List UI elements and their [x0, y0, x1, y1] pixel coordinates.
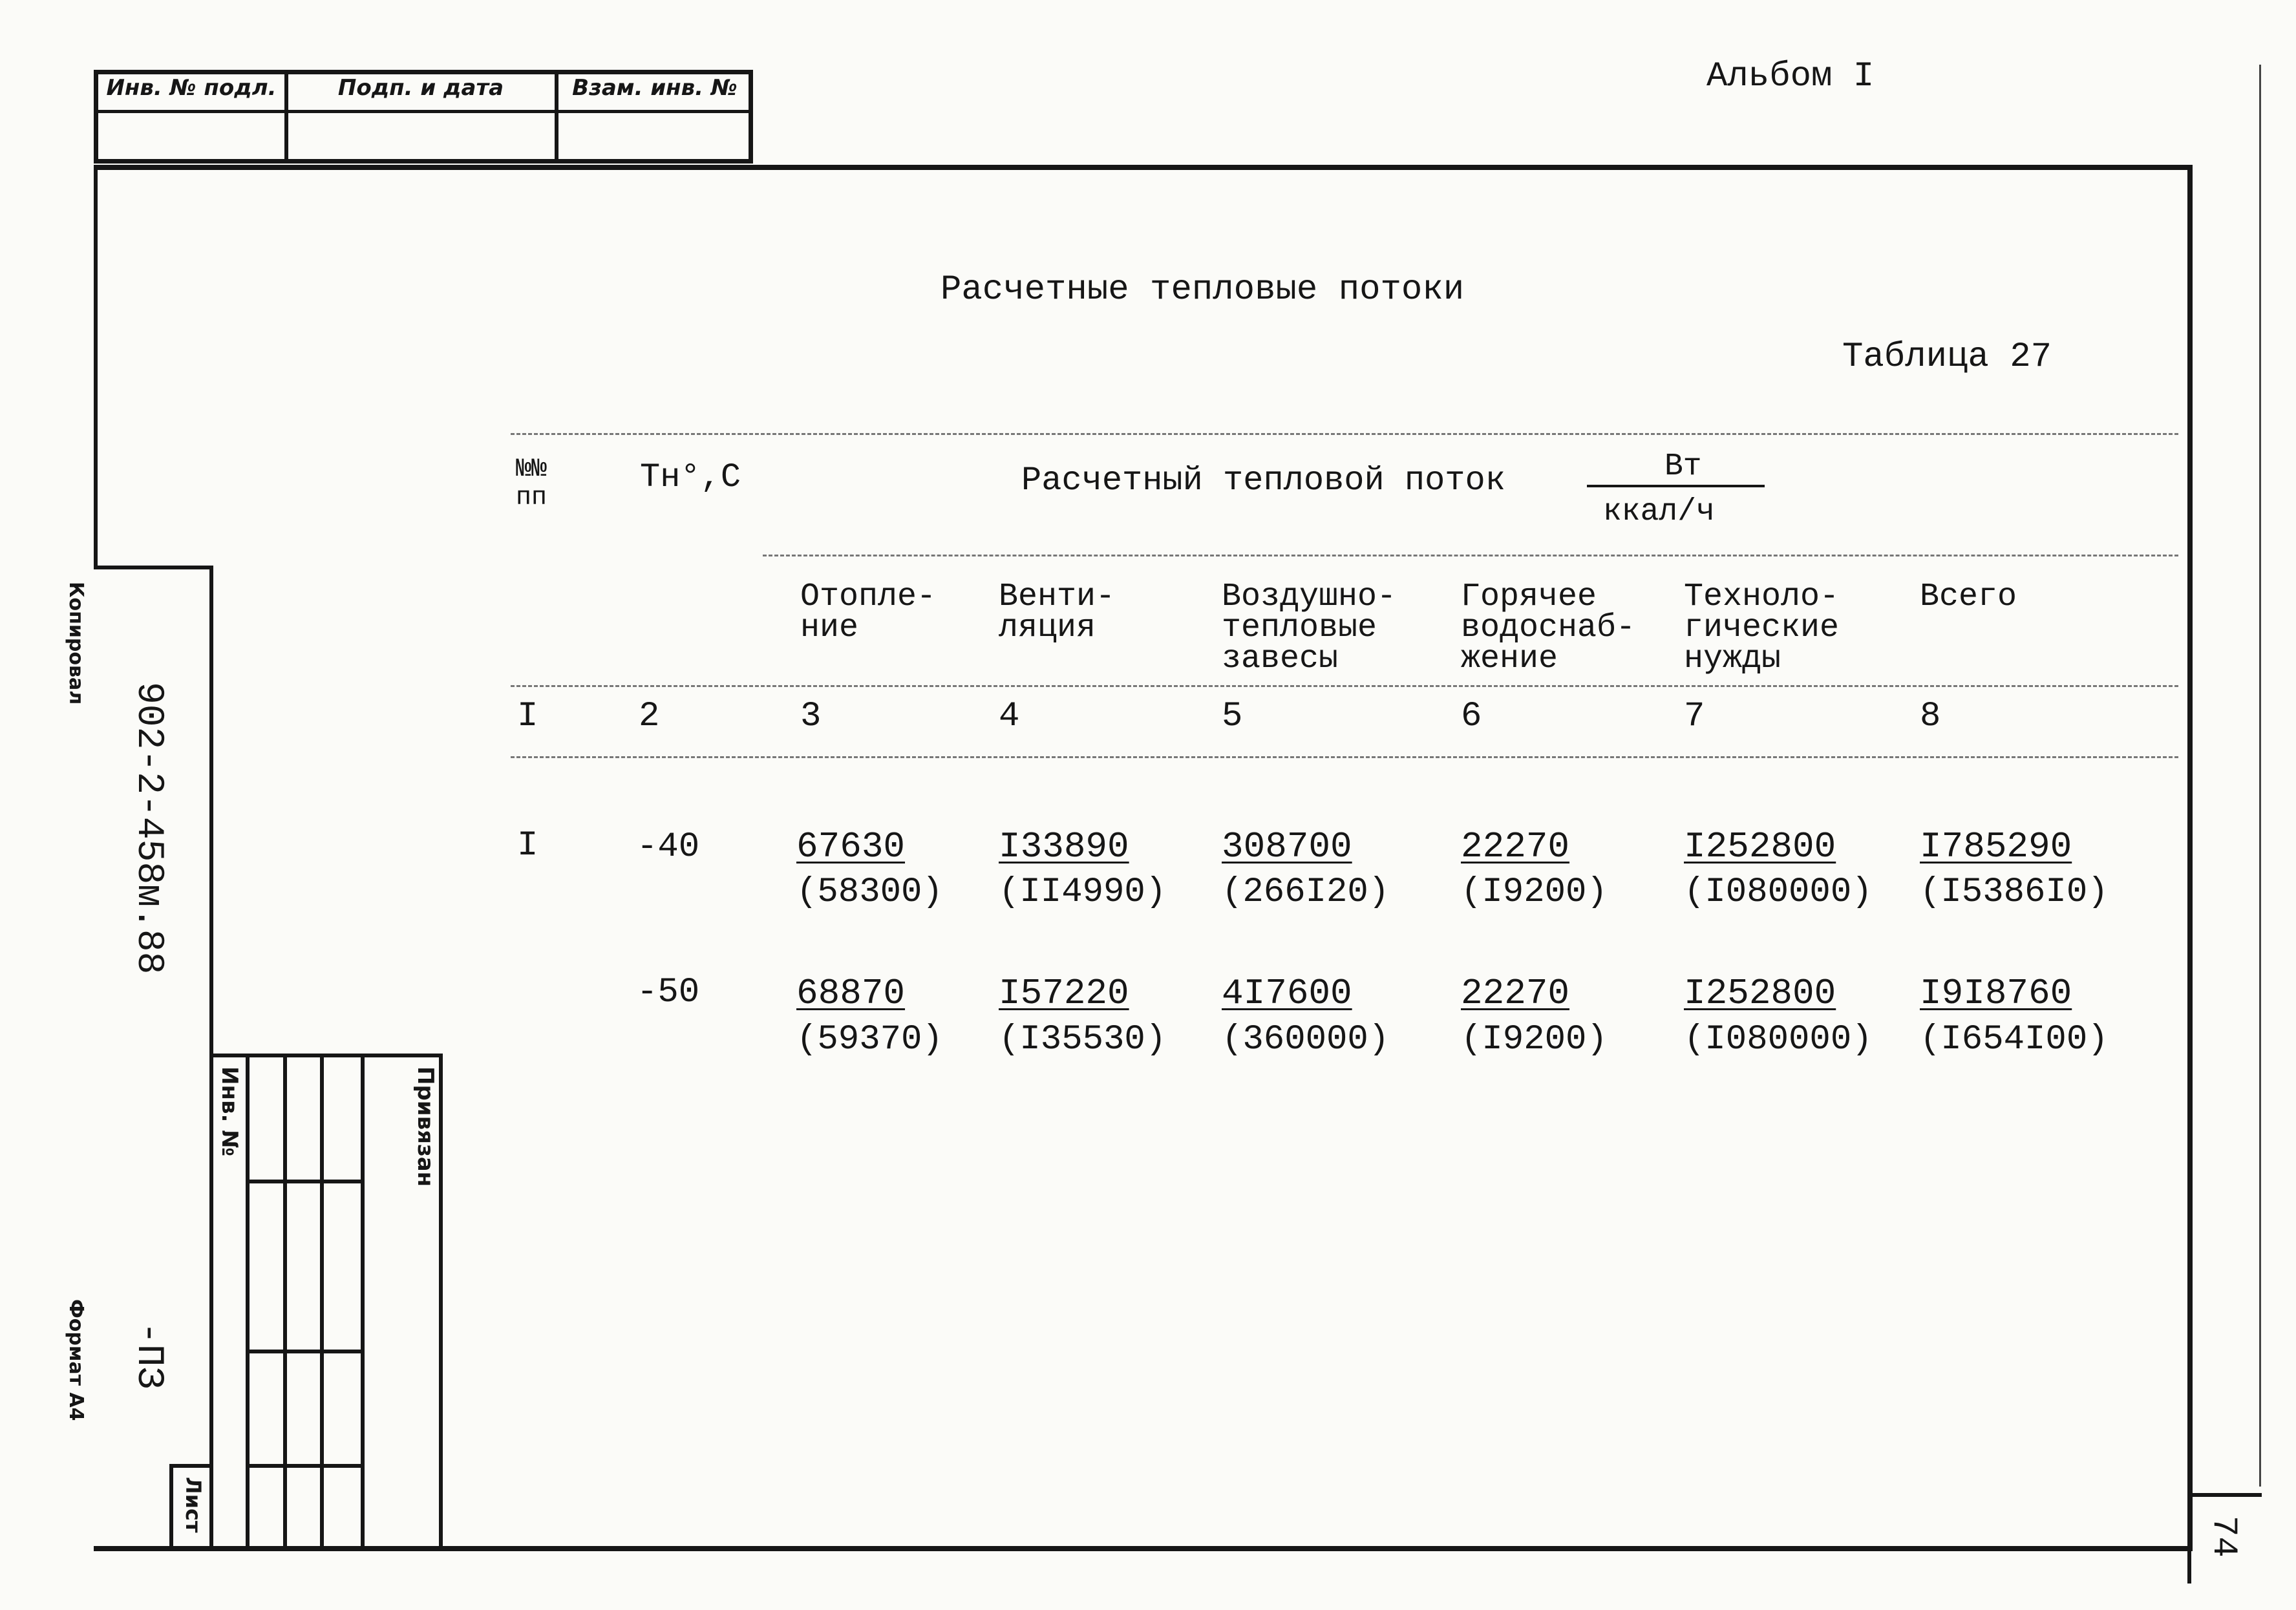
- group-header: Расчетный тепловой поток: [1021, 461, 1505, 500]
- col-number: 6: [1461, 697, 1482, 736]
- value-watts: I252800: [1684, 973, 1836, 1014]
- value-kcal: (360000): [1222, 1020, 1390, 1059]
- section-code: -ПЗ: [127, 1322, 169, 1390]
- subheader-air-curtains: Воздушно- тепловые завесы: [1222, 578, 1397, 677]
- table-label: Таблица 27: [1842, 337, 2052, 377]
- col-number: 2: [639, 697, 660, 736]
- page-title: Расчетные тепловые потоки: [941, 270, 1465, 310]
- table-row-temp: -40: [637, 827, 700, 867]
- format-label: Формат А4: [65, 1299, 87, 1421]
- value-watts: I252800: [1684, 826, 1836, 867]
- subheader-hot-water: Горячее водоснаб- жение: [1461, 578, 1636, 677]
- col-number: 7: [1684, 697, 1705, 736]
- value-watts: I33890: [999, 826, 1129, 867]
- subheader-technological: Техноло- гические нужды: [1684, 578, 1840, 677]
- copied-label: Копировал: [65, 582, 87, 705]
- table-row-temp: -50: [637, 973, 700, 1012]
- binding-block: [210, 1054, 443, 1551]
- value-kcal: (I9200): [1461, 873, 1608, 912]
- album-label: Альбом I: [1706, 57, 1875, 96]
- value-kcal: (II4990): [999, 873, 1167, 912]
- subheader-ventilation: Венти- ляция: [999, 578, 1116, 646]
- value-kcal: (I9200): [1461, 1020, 1608, 1059]
- value-watts: I9I8760: [1920, 973, 2072, 1014]
- stamp-inv-header: Инв. № подл.: [106, 75, 277, 101]
- value-kcal: (59370): [796, 1020, 943, 1059]
- value-kcal: (I080000): [1684, 873, 1873, 912]
- col-number: 4: [999, 697, 1020, 736]
- col-temp-header: Тн°,С: [640, 458, 741, 496]
- value-watts: 4I7600: [1222, 973, 1352, 1014]
- value-kcal: (I080000): [1684, 1020, 1873, 1059]
- value-kcal: (I35530): [999, 1020, 1167, 1059]
- value-kcal: (266I20): [1222, 873, 1390, 912]
- stamp-replace-header: Взам. инв. №: [572, 75, 738, 101]
- table-row-pp: I: [517, 826, 538, 865]
- value-watts: 67630: [796, 826, 906, 867]
- col-pp-header: №№ пп: [516, 455, 547, 513]
- unit-kcal: ккал/ч: [1603, 494, 1715, 529]
- value-watts: 68870: [796, 973, 906, 1014]
- page-number: 74: [2204, 1516, 2243, 1558]
- bound-label: Привязан: [412, 1066, 438, 1187]
- sheet-label: Лист: [181, 1477, 206, 1533]
- subheader-total: Всего: [1920, 578, 2017, 615]
- col-number: 5: [1222, 697, 1243, 736]
- value-kcal: (I5386I0): [1920, 873, 2109, 912]
- col-number: 3: [800, 697, 822, 736]
- value-kcal: (58300): [796, 873, 943, 912]
- value-watts: 308700: [1222, 826, 1352, 867]
- value-watts: I785290: [1920, 826, 2072, 867]
- value-watts: 22270: [1461, 973, 1570, 1014]
- stamp-sign-header: Подп. и дата: [337, 75, 504, 101]
- value-watts: I57220: [999, 973, 1129, 1014]
- col-number: 8: [1920, 697, 1941, 736]
- col-number: I: [517, 697, 538, 736]
- unit-watt: Вт: [1664, 449, 1702, 484]
- doc-code: 902-2-458м.88: [127, 682, 169, 975]
- value-kcal: (I654I00): [1920, 1020, 2109, 1059]
- inv-no-label: Инв. №: [217, 1066, 242, 1157]
- subheader-heating: Отопле- ние: [800, 578, 937, 646]
- value-watts: 22270: [1461, 826, 1570, 867]
